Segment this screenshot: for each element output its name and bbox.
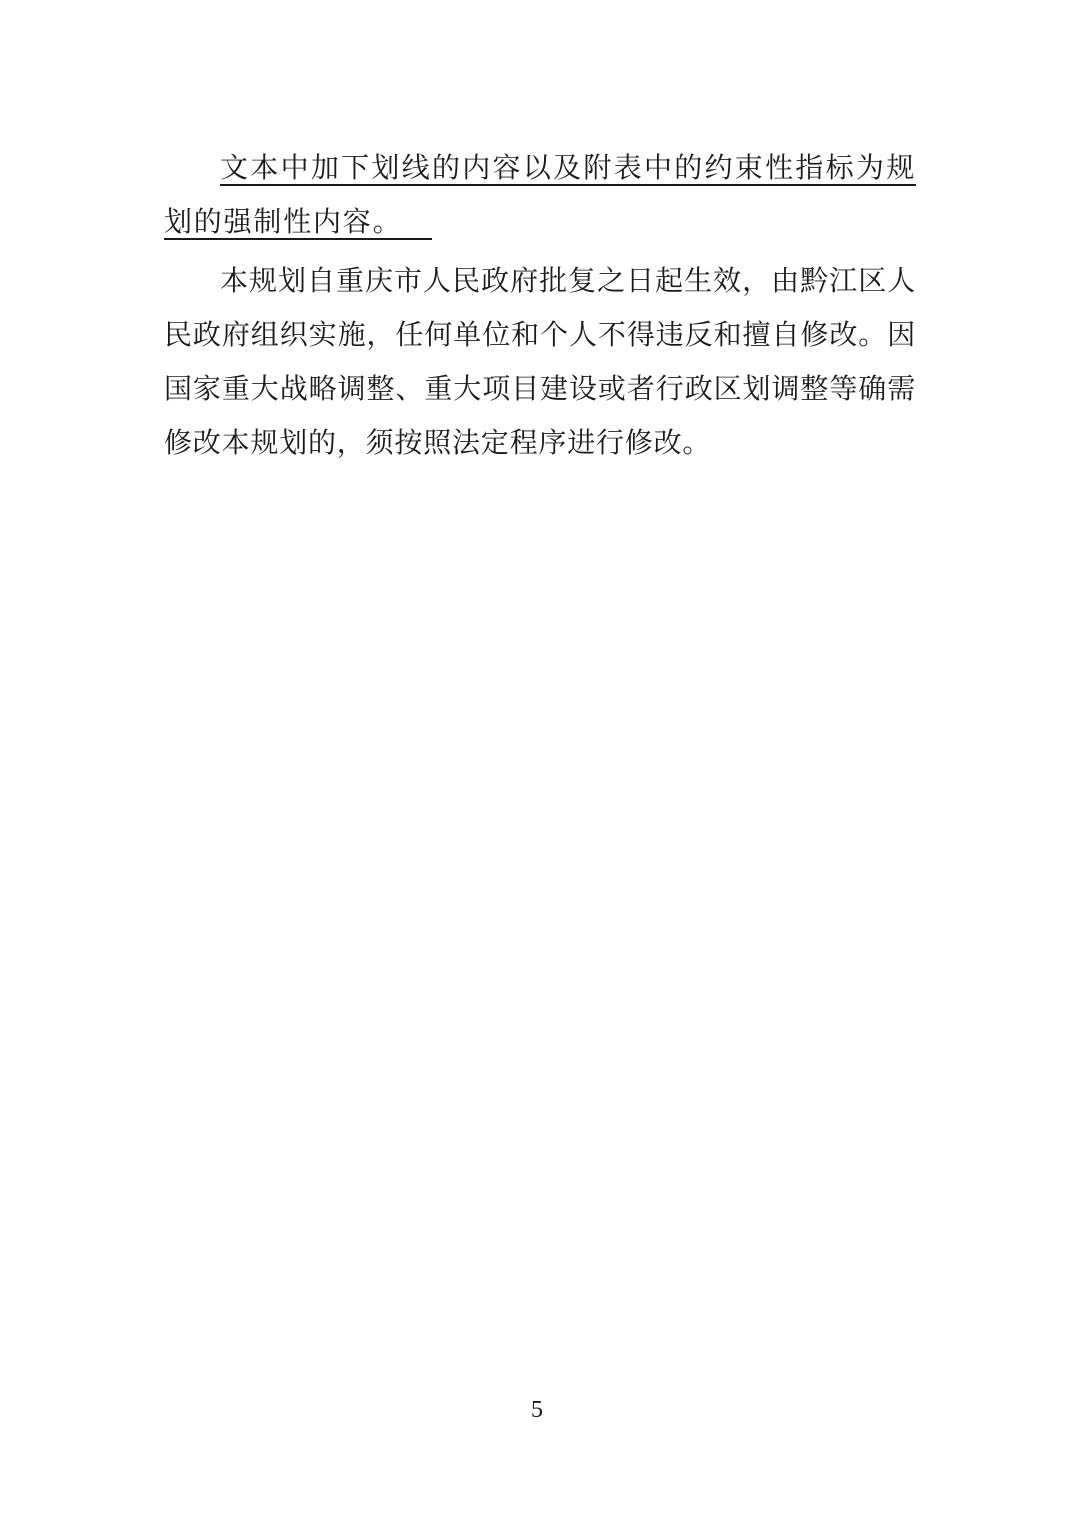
effectiveness-paragraph: 本规划自重庆市人民政府批复之日起生效，由黔江区人民政府组织实施，任何单位和个人不得违反和擅自修改。因国家重大战略调整、重大项目建设或者行政区划调整等确需修改本规划的，须按照法定程序进行修改。 xyxy=(164,266,916,459)
underlined-clause-text: 文本中加下划线的内容以及附表中的约束性指标为规划的强制性内容。 xyxy=(164,153,916,238)
underlined-clause-paragraph xyxy=(164,142,916,250)
text-column xyxy=(164,142,916,471)
page-number: 5 xyxy=(531,1397,543,1423)
